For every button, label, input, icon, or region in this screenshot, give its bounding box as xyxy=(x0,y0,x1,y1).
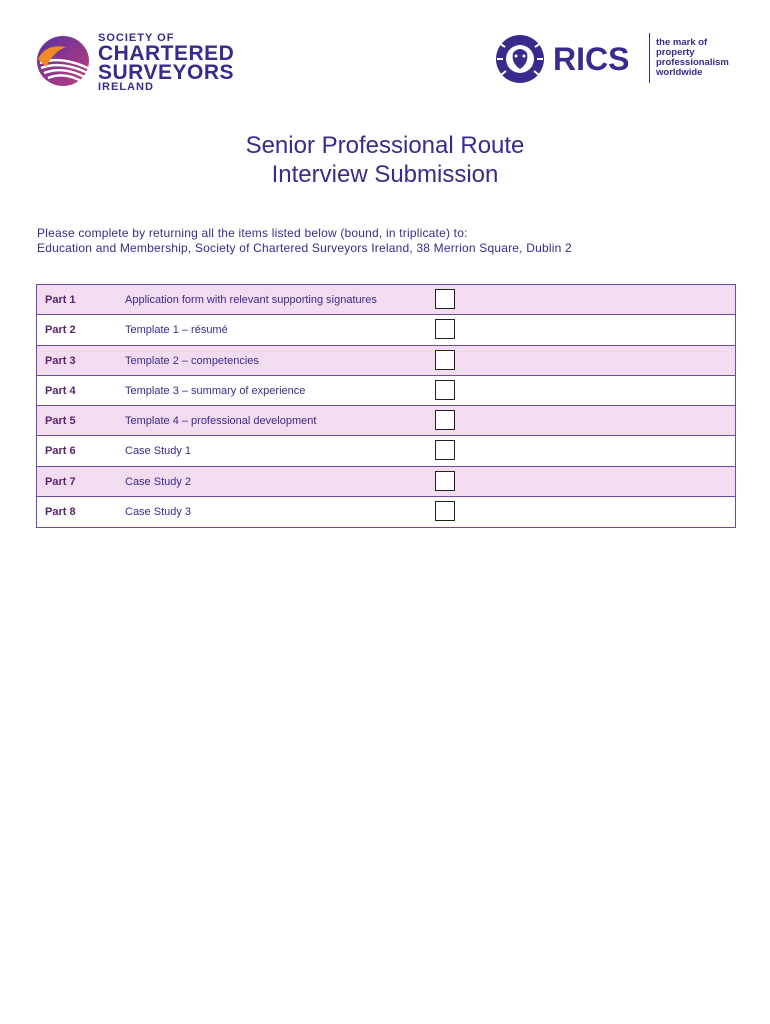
rics-tagline-line-3: professionalism xyxy=(656,57,729,68)
item-label: Case Study 3 xyxy=(125,506,192,519)
scsi-line-3: SURVEYORS xyxy=(98,61,234,84)
checkbox-part-2[interactable] xyxy=(435,319,455,339)
checklist-row-5 xyxy=(37,406,735,436)
checkbox-part-1[interactable] xyxy=(435,289,455,309)
scsi-wordmark xyxy=(98,33,234,93)
part-label: Part 4 xyxy=(45,384,76,397)
scsi-line-4: IRELAND xyxy=(98,81,154,93)
checklist-row-3 xyxy=(37,346,735,376)
part-label: Part 7 xyxy=(45,475,76,488)
item-label: Case Study 2 xyxy=(125,475,192,488)
checkbox-part-8[interactable] xyxy=(435,501,455,521)
rics-divider xyxy=(649,33,650,83)
checklist-row-4 xyxy=(37,376,735,406)
part-label: Part 5 xyxy=(45,415,76,428)
checklist-row-1 xyxy=(37,285,735,315)
scsi-emblem-icon xyxy=(36,33,94,89)
rics-wordmark: RICS xyxy=(553,41,630,77)
item-label: Template 3 – summary of experience xyxy=(125,384,306,397)
item-label: Template 2 – competencies xyxy=(125,354,259,367)
checklist-row-7 xyxy=(37,467,735,497)
item-label: Template 1 – résumé xyxy=(125,324,228,337)
rics-tagline-line-4: worldwide xyxy=(656,67,703,78)
scsi-line-2: CHARTERED xyxy=(98,42,235,65)
rics-lion-icon xyxy=(493,33,547,85)
instructions xyxy=(37,226,572,256)
checkbox-part-5[interactable] xyxy=(435,410,455,430)
page-title xyxy=(0,131,770,189)
rics-logo xyxy=(493,33,733,88)
part-label: Part 3 xyxy=(45,354,76,367)
item-label: Case Study 1 xyxy=(125,445,192,458)
checkbox-part-3[interactable] xyxy=(435,350,455,370)
checkbox-part-4[interactable] xyxy=(435,380,455,400)
submission-checklist xyxy=(36,284,736,528)
checkbox-part-6[interactable] xyxy=(435,440,455,460)
item-label: Template 4 – professional development xyxy=(125,415,317,428)
rics-tagline-line-1: the mark of xyxy=(656,37,708,48)
title-line-2: Interview Submission xyxy=(271,161,499,188)
checkbox-part-7[interactable] xyxy=(435,471,455,491)
title-line-1: Senior Professional Route xyxy=(245,132,525,159)
part-label: Part 2 xyxy=(45,324,76,337)
checklist-row-8 xyxy=(37,497,735,527)
item-label: Application form with relevant supporting signatures xyxy=(125,294,377,306)
part-label: Part 8 xyxy=(45,506,76,519)
rics-tagline-line-2: property xyxy=(656,47,695,58)
checklist-row-6 xyxy=(37,436,735,466)
part-label: Part 6 xyxy=(45,445,76,458)
rics-tagline xyxy=(656,38,729,78)
scsi-logo xyxy=(36,33,286,93)
instructions-line-1: Please complete by returning all the items listed below (bound, in triplicate) to: xyxy=(37,226,468,240)
scsi-line-1: SOCIETY OF xyxy=(98,32,175,44)
part-label: Part 1 xyxy=(45,294,76,306)
instructions-line-2: Education and Membership, Society of Chartered Surveyors Ireland, 38 Merrion Square, Dublin 2 xyxy=(37,241,572,255)
checklist-row-2 xyxy=(37,315,735,345)
